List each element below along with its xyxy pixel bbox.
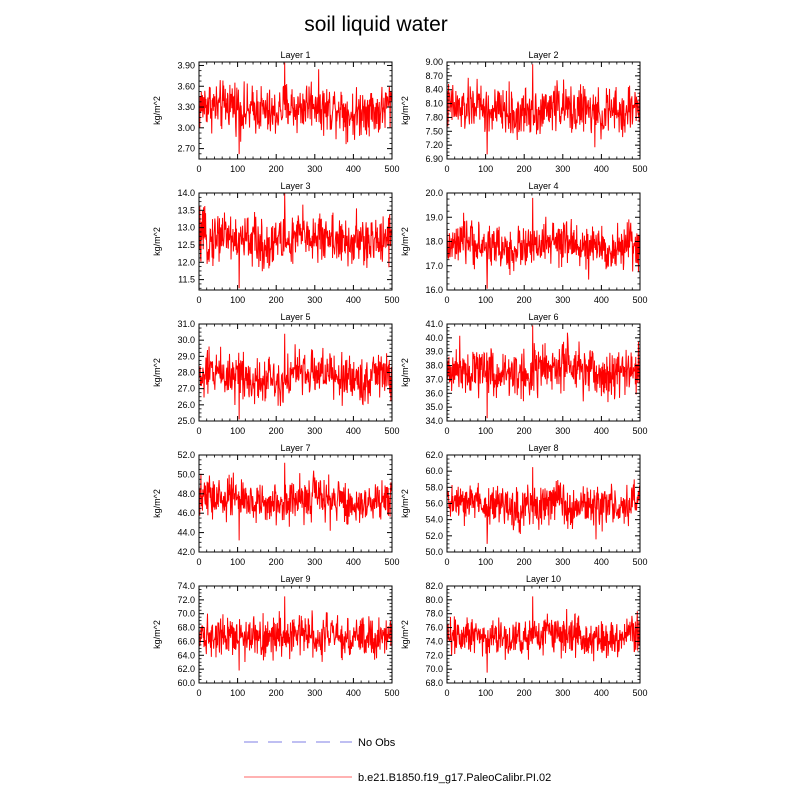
x-tick-label: 400	[345, 557, 361, 567]
y-tick-label: 70.0	[177, 608, 195, 619]
y-axis-label: kg/m^2	[152, 620, 162, 649]
x-tick-label: 400	[593, 557, 609, 567]
y-tick-label: 80.0	[425, 594, 443, 605]
y-tick-label: 3.30	[177, 102, 195, 113]
x-tick-label: 200	[516, 295, 532, 305]
x-tick-label: 100	[230, 164, 246, 174]
x-tick-label: 500	[632, 426, 648, 436]
panel-title: Layer 8	[528, 443, 559, 453]
x-tick-label: 200	[268, 295, 284, 305]
x-tick-label: 300	[555, 557, 571, 567]
x-tick-label: 100	[478, 688, 494, 698]
x-tick-label: 500	[384, 426, 400, 436]
y-axis-label: kg/m^2	[400, 358, 410, 387]
y-tick-label: 25.0	[177, 416, 195, 426]
x-tick-label: 200	[516, 426, 532, 436]
y-tick-label: 60.0	[177, 678, 195, 688]
x-tick-label: 500	[384, 688, 400, 698]
x-tick-label: 400	[345, 688, 361, 698]
x-tick-label: 200	[516, 557, 532, 567]
series-line	[199, 334, 392, 420]
y-tick-label: 3.00	[177, 122, 195, 133]
y-tick-label: 13.5	[177, 205, 195, 216]
x-tick-label: 100	[478, 295, 494, 305]
y-axis-label: kg/m^2	[152, 489, 162, 518]
x-tick-label: 500	[632, 688, 648, 698]
series-line	[199, 63, 392, 154]
x-tick-label: 300	[555, 295, 571, 305]
y-tick-label: 26.0	[177, 399, 195, 410]
y-tick-label: 19.0	[425, 212, 443, 223]
y-tick-label: 17.0	[425, 260, 443, 271]
y-tick-label: 64.0	[177, 650, 195, 661]
y-tick-label: 76.0	[425, 622, 443, 633]
y-tick-label: 2.70	[177, 143, 195, 154]
y-tick-label: 31.0	[177, 319, 195, 329]
series-line	[447, 64, 640, 154]
panel-layer-10	[400, 574, 648, 698]
panel-layer-8	[400, 443, 648, 567]
y-tick-label: 16.0	[425, 285, 443, 295]
panel-title: Layer 2	[528, 50, 559, 60]
y-tick-label: 7.80	[425, 112, 443, 123]
y-tick-label: 66.0	[177, 636, 195, 647]
y-tick-label: 6.90	[425, 154, 443, 164]
y-tick-label: 52.0	[425, 530, 443, 541]
y-tick-label: 20.0	[425, 188, 443, 198]
y-tick-label: 28.0	[177, 367, 195, 378]
x-tick-label: 200	[516, 164, 532, 174]
x-tick-label: 400	[345, 164, 361, 174]
y-tick-label: 60.0	[425, 466, 443, 477]
y-tick-label: 3.90	[177, 60, 195, 71]
x-tick-label: 0	[196, 557, 202, 567]
y-tick-label: 44.0	[177, 527, 195, 538]
y-tick-label: 36.0	[425, 388, 443, 399]
panel-layer-6	[400, 312, 648, 436]
x-tick-label: 400	[593, 295, 609, 305]
x-tick-label: 500	[384, 295, 400, 305]
y-tick-label: 34.0	[425, 416, 443, 426]
x-tick-label: 400	[345, 295, 361, 305]
x-tick-label: 200	[516, 688, 532, 698]
y-axis-label: kg/m^2	[400, 227, 410, 256]
y-tick-label: 8.10	[425, 98, 443, 109]
y-tick-label: 27.0	[177, 383, 195, 394]
x-tick-label: 0	[444, 688, 450, 698]
y-tick-label: 12.5	[177, 239, 195, 250]
panel-title: Layer 5	[280, 312, 311, 322]
y-tick-label: 68.0	[425, 678, 443, 688]
x-tick-label: 0	[196, 164, 202, 174]
y-tick-label: 8.70	[425, 70, 443, 81]
x-tick-label: 500	[384, 164, 400, 174]
y-tick-label: 42.0	[177, 547, 195, 557]
x-tick-label: 500	[632, 295, 648, 305]
y-axis-label: kg/m^2	[152, 227, 162, 256]
x-tick-label: 300	[307, 426, 323, 436]
x-tick-label: 100	[478, 426, 494, 436]
y-tick-label: 40.0	[425, 332, 443, 343]
x-tick-label: 300	[307, 164, 323, 174]
y-tick-label: 74.0	[425, 636, 443, 647]
y-tick-label: 62.0	[425, 450, 443, 460]
panel-layer-7	[152, 443, 400, 567]
y-tick-label: 12.0	[177, 257, 195, 268]
y-tick-label: 29.0	[177, 351, 195, 362]
x-tick-label: 500	[632, 557, 648, 567]
figure-title: soil liquid water	[304, 13, 448, 36]
y-tick-label: 30.0	[177, 335, 195, 346]
y-tick-label: 54.0	[425, 514, 443, 525]
y-tick-label: 13.0	[177, 222, 195, 233]
series-line	[199, 596, 392, 670]
y-tick-label: 7.20	[425, 140, 443, 151]
x-tick-label: 300	[307, 688, 323, 698]
x-tick-label: 300	[555, 164, 571, 174]
series-line	[447, 596, 640, 672]
panel-title: Layer 6	[528, 312, 559, 322]
legend-no-obs-label: No Obs	[358, 737, 396, 749]
y-tick-label: 74.0	[177, 581, 195, 591]
y-tick-label: 82.0	[425, 581, 443, 591]
y-tick-label: 39.0	[425, 346, 443, 357]
panel-layer-9	[152, 574, 400, 698]
y-tick-label: 3.60	[177, 81, 195, 92]
y-axis-label: kg/m^2	[400, 96, 410, 125]
x-tick-label: 500	[384, 557, 400, 567]
y-tick-label: 70.0	[425, 664, 443, 675]
x-tick-label: 500	[632, 164, 648, 174]
x-tick-label: 0	[444, 557, 450, 567]
y-tick-label: 11.5	[178, 274, 195, 285]
panel-layer-3	[152, 181, 400, 305]
x-tick-label: 100	[230, 557, 246, 567]
y-tick-label: 78.0	[425, 608, 443, 619]
y-tick-label: 52.0	[177, 450, 195, 460]
y-tick-label: 50.0	[177, 469, 195, 480]
y-axis-label: kg/m^2	[400, 489, 410, 518]
y-axis-label: kg/m^2	[400, 620, 410, 649]
y-tick-label: 68.0	[177, 622, 195, 633]
x-tick-label: 100	[478, 557, 494, 567]
x-tick-label: 300	[307, 295, 323, 305]
x-tick-label: 200	[268, 164, 284, 174]
y-tick-label: 62.0	[177, 664, 195, 675]
x-tick-label: 0	[196, 295, 202, 305]
y-tick-label: 35.0	[425, 402, 443, 413]
x-tick-label: 100	[478, 164, 494, 174]
x-tick-label: 0	[444, 164, 450, 174]
x-tick-label: 200	[268, 557, 284, 567]
panel-layer-1	[152, 50, 400, 174]
y-tick-label: 56.0	[425, 498, 443, 509]
series-line	[199, 463, 392, 541]
series-line	[447, 325, 640, 418]
x-tick-label: 400	[593, 164, 609, 174]
y-tick-label: 9.00	[425, 57, 443, 67]
y-tick-label: 72.0	[177, 594, 195, 605]
x-tick-label: 300	[555, 426, 571, 436]
x-tick-label: 400	[593, 426, 609, 436]
x-tick-label: 300	[307, 557, 323, 567]
panel-layer-4	[400, 181, 648, 305]
y-tick-label: 7.50	[425, 126, 443, 137]
panel-layer-5	[152, 312, 400, 436]
x-tick-label: 200	[268, 426, 284, 436]
legend	[244, 737, 551, 784]
x-tick-label: 0	[444, 295, 450, 305]
y-tick-label: 50.0	[425, 547, 443, 557]
y-tick-label: 46.0	[177, 508, 195, 519]
y-axis-label: kg/m^2	[152, 358, 162, 387]
y-axis-label: kg/m^2	[152, 96, 162, 125]
y-tick-label: 18.0	[425, 236, 443, 247]
panel-title: Layer 10	[525, 574, 562, 584]
y-tick-label: 8.40	[425, 84, 443, 95]
series-line	[199, 193, 392, 288]
panel-title: Layer 4	[528, 181, 559, 191]
panels-group	[152, 50, 648, 698]
y-tick-label: 72.0	[425, 650, 443, 661]
panel-title: Layer 9	[280, 574, 311, 584]
panel-title: Layer 3	[280, 181, 311, 191]
series-line	[447, 467, 640, 544]
x-tick-label: 200	[268, 688, 284, 698]
x-tick-label: 400	[345, 426, 361, 436]
x-tick-label: 0	[444, 426, 450, 436]
series-line	[447, 198, 640, 289]
y-tick-label: 48.0	[177, 488, 195, 499]
panel-title: Layer 1	[280, 50, 311, 60]
x-tick-label: 100	[230, 688, 246, 698]
panel-title: Layer 7	[280, 443, 311, 453]
x-tick-label: 0	[196, 688, 202, 698]
x-tick-label: 0	[196, 426, 202, 436]
panel-layer-2	[400, 50, 648, 174]
x-tick-label: 300	[555, 688, 571, 698]
x-tick-label: 400	[593, 688, 609, 698]
y-tick-label: 37.0	[425, 374, 443, 385]
x-tick-label: 100	[230, 295, 246, 305]
y-tick-label: 38.0	[425, 360, 443, 371]
y-tick-label: 58.0	[425, 482, 443, 493]
y-tick-label: 41.0	[425, 319, 443, 329]
legend-series-label: b.e21.B1850.f19_g17.PaleoCalibr.PI.02	[358, 772, 552, 784]
x-tick-label: 100	[230, 426, 246, 436]
y-tick-label: 14.0	[177, 188, 195, 198]
